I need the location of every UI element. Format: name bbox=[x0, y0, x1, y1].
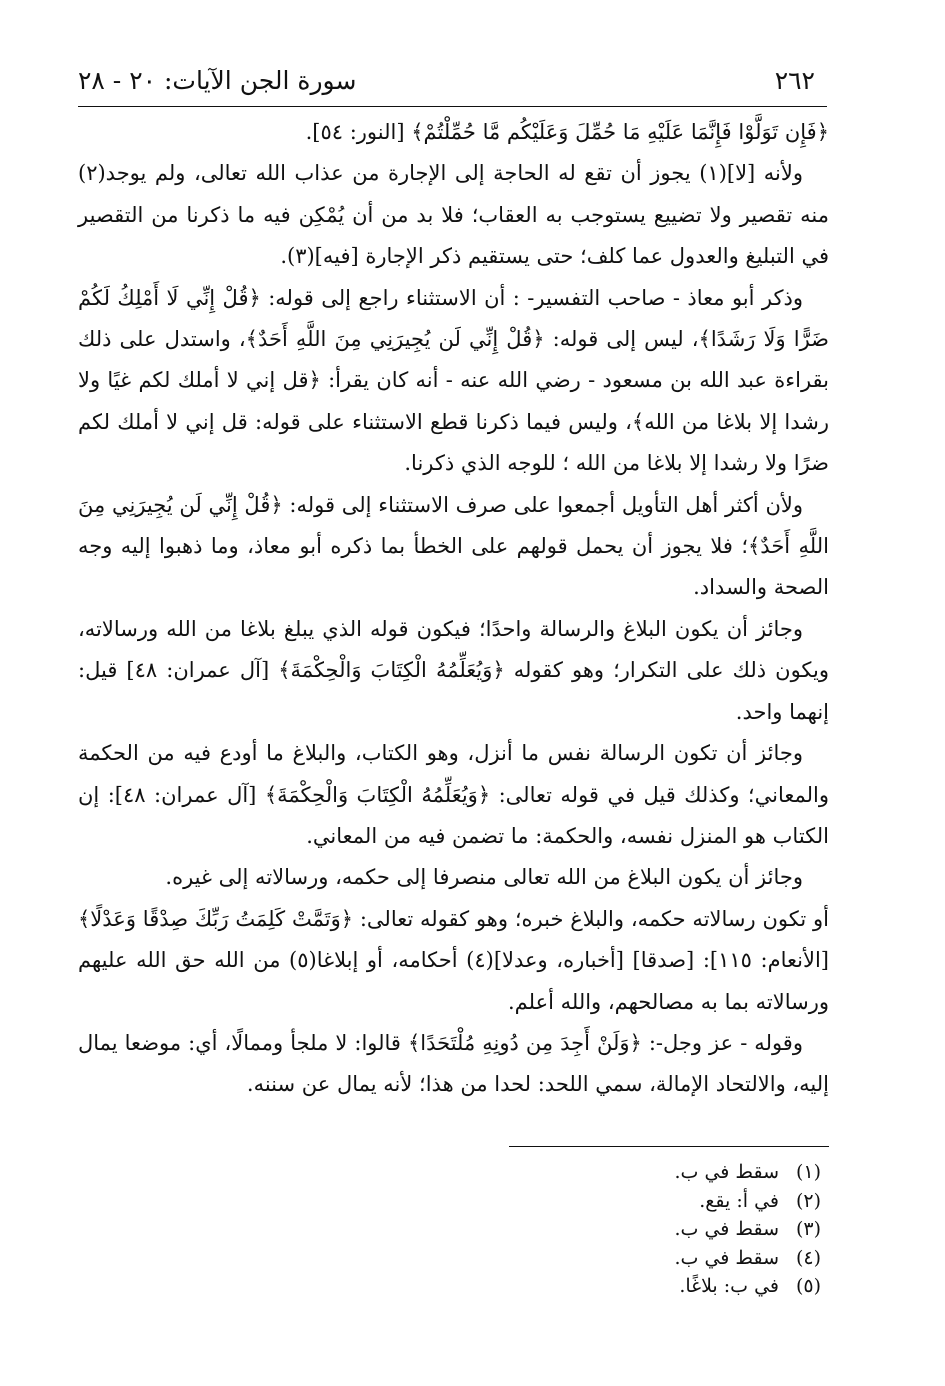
paragraph: ولأن أكثر أهل التأويل أجمعوا على صرف الاستثناء إلى قوله: ﴿قُلْ إِنِّي لَن يُجِيرَنِي مِنَ اللَّهِ أَحَدٌ﴾؛ فلا يجوز أن يحمل قولهم على الخطأ بما ذكره أبو معاذ، وما ذهبوا إليه وجه الصحة والسداد. bbox=[78, 492, 829, 600]
footnote bbox=[300, 1187, 821, 1216]
paragraph: ﴿فَإِن تَوَلَّوْا فَإِنَّمَا عَلَيْهِ مَا حُمِّلَ وَعَلَيْكُم مَّا حُمِّلْتُمْ﴾ [النور: ٥٤]. bbox=[305, 120, 829, 144]
paragraph: وذكر أبو معاذ - صاحب التفسير- : أن الاستثناء راجع إلى قوله: ﴿قُلْ إِنِّي لَا أَمْلِكُ لَكُمْ ضَرًّا وَلَا رَشَدًا﴾، ليس إلى قوله: ﴿قُلْ إِنِّي لَن يُجِيرَنِي مِنَ اللَّهِ أَحَدٌ﴾، واستدل على ذلك بقراءة عبد الله بن مسعود - رضي الله عنه - أنه كان يقرأ: ﴿قل إني لا أملك لكم غيًا ولا رشدا إلا بلاغا من الله﴾، وليس فيما ذكرنا قطع الاستثناء على قوله: قل إني لا أملك لكم ضرًا ولا رشدا إلا بلاغا من الله ؛ للوجه الذي ذكرنا. bbox=[78, 285, 829, 476]
footnote-number: (٤) bbox=[795, 1246, 821, 1269]
footnotes bbox=[300, 1158, 821, 1301]
paragraph: وجائز أن يكون البلاغ من الله تعالى منصرفا إلى حكمه، ورسالاته إلى غيره. bbox=[165, 865, 803, 890]
footnote-text: في ب: بلاغًا. bbox=[679, 1275, 779, 1297]
footnote-number: (٣) bbox=[795, 1218, 821, 1240]
footnote bbox=[300, 1272, 821, 1301]
footnote-text: في أ: يقع. bbox=[699, 1189, 779, 1212]
paragraph: وجائز أن يكون البلاغ والرسالة واحدًا؛ فيكون قوله الذي يبلغ بلاغا من الله ورسالاته، ويكون ذلك على التكرار؛ وهو كقوله ﴿وَيُعَلِّمُهُ الْكِتَابَ وَالْحِكْمَةَ﴾ [آل عمران: ٤٨] قيل: إنهما واحد. bbox=[78, 616, 829, 724]
paragraph: ولأنه [لا](١) يجوز أن تقع له الحاجة إلى الإجارة من عذاب الله تعالى، ولم يوجد(٢) منه تقصير ولا تضييع يستوجب به العقاب؛ فلا بد من أن يُمْكِن فيه ما ذكرنا من التقصير في التبليغ والعدول عما كلف؛ حتى يستقيم ذكر الإجارة [فيه](٣). bbox=[78, 161, 829, 269]
footnote-separator bbox=[509, 1146, 829, 1147]
footnote bbox=[300, 1158, 821, 1187]
paragraph: أو تكون رسالاته حكمه، والبلاغ خبره؛ وهو كقوله تعالى: ﴿وَتَمَّتْ كَلِمَتُ رَبِّكَ صِدْقًا وَعَدْلًا﴾ [الأنعام: ١١٥]: [صدقا] [أخباره، وعدلا](٤) أحكامه، أو إبلاغا(٥) من الله حق الله عليهم ورسالاته بما به مصالحهم، والله أعلم. bbox=[78, 906, 829, 1014]
footnote-number: (١) bbox=[795, 1161, 821, 1183]
footnote-number: (٢) bbox=[795, 1189, 821, 1212]
footnote-text: سقط في ب. bbox=[674, 1161, 779, 1183]
footnote-number: (٥) bbox=[795, 1275, 821, 1297]
paragraph: وقوله - عز وجل-: ﴿وَلَنْ أَجِدَ مِن دُونِهِ مُلْتَحَدًا﴾ قالوا: لا ملجأ وممالًا، أي: موضعا يمال إليه، والالتحاد الإمالة، سمي اللحد: لحدا من هذا؛ لأنه يمال عن سننه. bbox=[78, 1030, 829, 1097]
page-number: ٢٦٢ bbox=[774, 65, 815, 95]
footnote bbox=[300, 1215, 821, 1244]
main-text bbox=[78, 112, 829, 1106]
footnote-text: سقط في ب. bbox=[674, 1218, 779, 1240]
running-title: سورة الجن الآيات: ٢٠ - ٢٨ bbox=[78, 65, 357, 95]
footnote bbox=[300, 1244, 821, 1273]
page-header bbox=[78, 58, 815, 102]
header-rule bbox=[78, 106, 827, 107]
paragraph: وجائز أن تكون الرسالة نفس ما أنزل، وهو الكتاب، والبلاغ ما أودع فيه من الحكمة والمعاني؛ وكذلك قيل في قوله تعالى: ﴿وَيُعَلِّمُهُ الْكِتَابَ وَالْحِكْمَةَ﴾ [آل عمران: ٤٨]: إن الكتاب هو المنزل نفسه، والحكمة: ما تضمن فيه من المعاني. bbox=[78, 741, 829, 848]
footnote-text: سقط في ب. bbox=[674, 1246, 779, 1269]
